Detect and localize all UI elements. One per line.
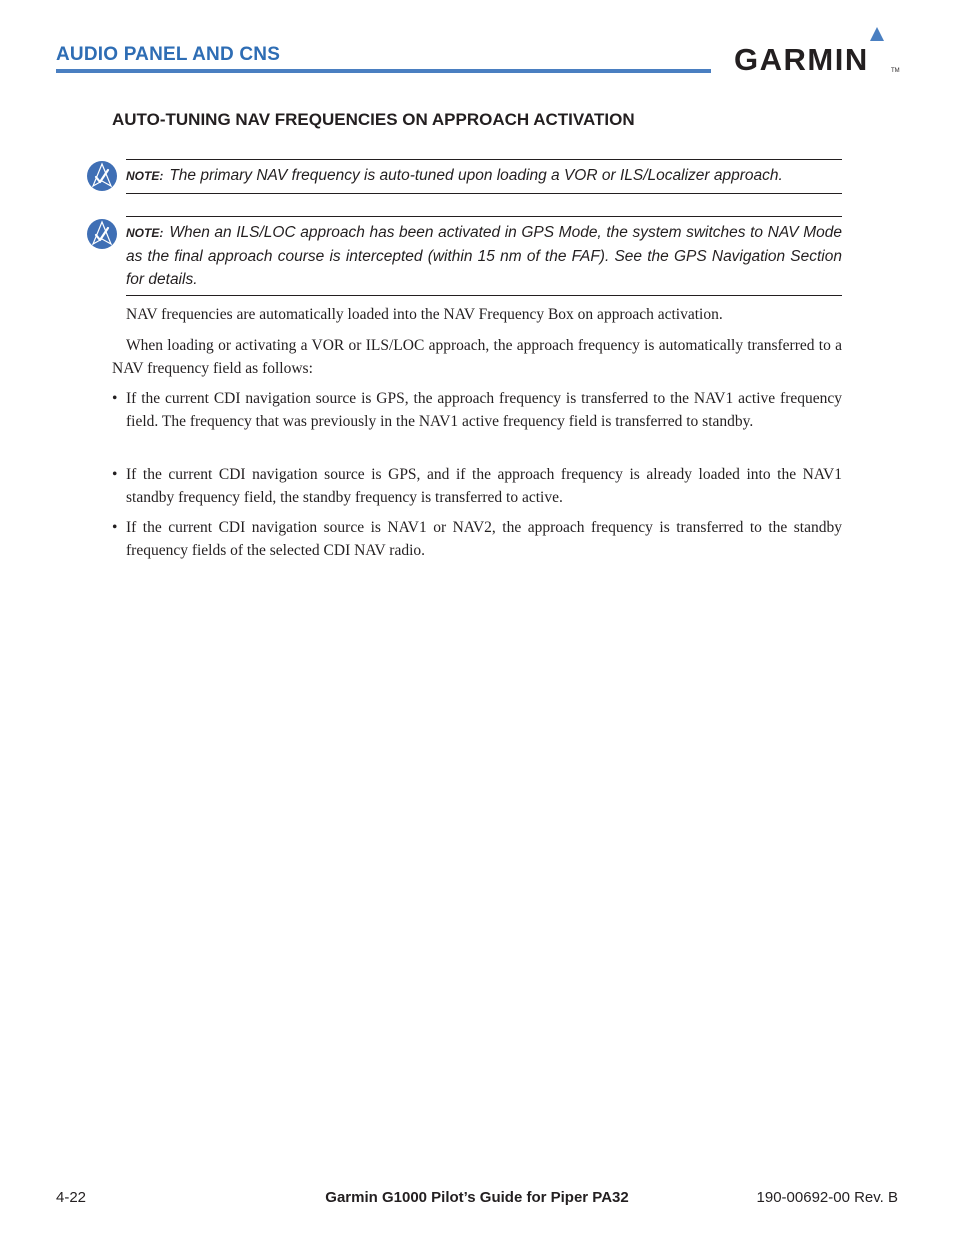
logo-wordmark: GARMIN <box>734 42 869 77</box>
note-text: When an ILS/LOC approach has been activated in GPS Mode, the system switches to NAV Mode as the final approach course is intercepted (within 15 nm of the FAF). See the GPS Navigation Section for details. <box>126 224 842 288</box>
note-check-icon <box>86 160 118 192</box>
list-item-text: If the current CDI navigation source is NAV1 or NAV2, the approach frequency is transferred to the standby frequency fields of the selected CDI NAV radio. <box>126 519 842 559</box>
note-check-icon <box>86 218 118 250</box>
page-number: 4-22 <box>56 1189 87 1206</box>
list-item <box>112 464 842 509</box>
note-text: The primary NAV frequency is auto-tuned upon loading a VOR or ILS/Localizer approach. <box>169 167 783 184</box>
note-label: NOTE: <box>126 169 164 183</box>
list-item-text: If the current CDI navigation source is GPS, the approach frequency is transferred to the NAV1 active frequency field. The frequency that was previously in the NAV1 active frequency field is transferred to standby. <box>126 390 842 430</box>
list-item <box>112 517 842 562</box>
note-label: NOTE: <box>126 226 164 240</box>
section-title: AUDIO PANEL AND CNS <box>56 44 281 65</box>
page-heading: AUTO-TUNING NAV FREQUENCIES ON APPROACH ACTIVATION <box>112 110 635 129</box>
header-rule <box>56 69 711 73</box>
garmin-logo <box>734 26 900 76</box>
note-box <box>126 159 842 194</box>
list-item-text: If the current CDI navigation source is GPS, and if the approach frequency is already loaded into the NAV1 standby frequency field, the standby frequency is transferred to active. <box>126 466 842 506</box>
note-box <box>126 216 842 296</box>
bullet-glyph: • <box>112 466 118 483</box>
body-paragraph: NAV frequencies are automatically loaded into the NAV Frequency Box on approach activation. <box>126 306 723 323</box>
logo-triangle-icon <box>870 27 884 41</box>
body-paragraph: When loading or activating a VOR or ILS/LOC approach, the approach frequency is automatically transferred to a NAV frequency field as follows: <box>112 337 842 377</box>
logo-trademark: TM <box>891 68 900 74</box>
footer-title: Garmin G1000 Pilot’s Guide for Piper PA32 <box>325 1189 629 1206</box>
list-item <box>112 388 842 433</box>
bullet-glyph: • <box>112 519 118 536</box>
bullet-glyph: • <box>112 390 118 407</box>
doc-number: 190-00692-00 Rev. B <box>756 1189 898 1206</box>
